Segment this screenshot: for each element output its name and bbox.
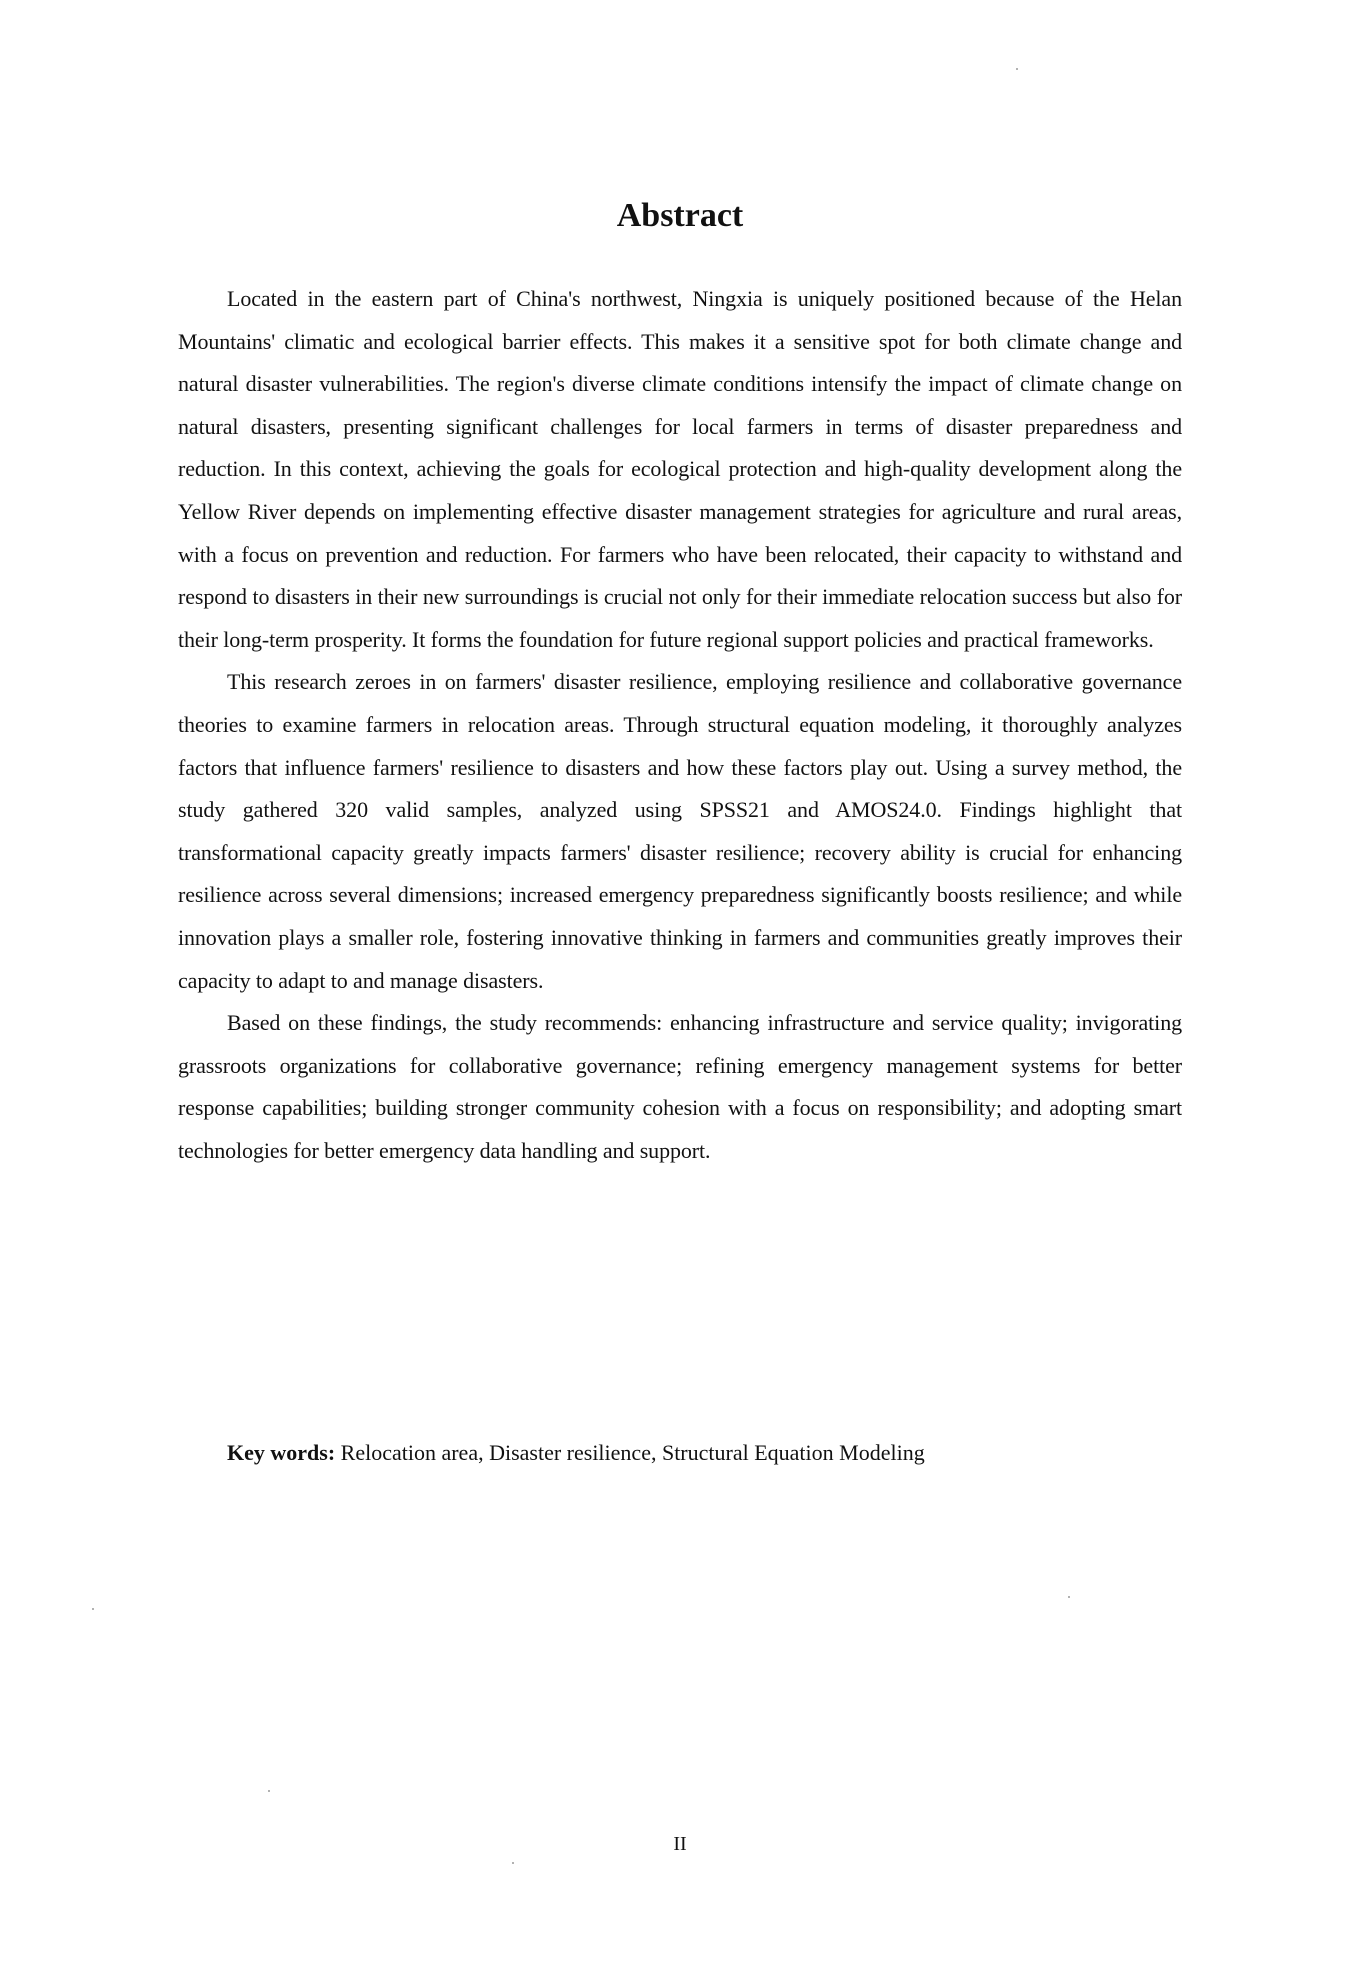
abstract-paragraph-2: This research zeroes in on farmers' disaster resilience, employing resilience and collaborative governance theories to examine farmers in relocation areas. Through structural equation modeling, it thoroughly analyzes factors that influence farmers' resilience to disasters and how these factors play out. Using a survey method, the study gathered 320 valid samples, analyzed using SPSS21 and AMOS24.0. Findings highlight that transformational capacity greatly impacts farmers' disaster resilience; recovery ability is crucial for enhancing resilience across several dimensions; increased emergency preparedness significantly boosts resilience; and while innovation plays a smaller role, fostering innovative thinking in farmers and communities greatly improves their capacity to adapt to and manage disasters. — [178, 669, 1182, 993]
keywords-text: Relocation area, Disaster resilience, Structural Equation Modeling — [335, 1440, 925, 1465]
abstract-paragraph-3: Based on these findings, the study recommends: enhancing infrastructure and service quality; invigorating grassroots organizations for collaborative governance; refining emergency management systems for better response capabilities; building stronger community cohesion with a focus on responsibility; and adopting smart technologies for better emergency data handling and support. — [178, 1010, 1182, 1163]
abstract-heading: Abstract — [616, 197, 744, 234]
page-number: II — [673, 1833, 687, 1855]
scan-speck — [1068, 1596, 1070, 1598]
keywords-label: Key words: — [227, 1440, 336, 1465]
scan-speck — [268, 1790, 270, 1792]
abstract-body — [178, 278, 1182, 1172]
scan-speck — [1016, 68, 1018, 70]
scan-speck — [92, 1608, 94, 1610]
scan-speck — [512, 1862, 514, 1864]
keywords-line — [227, 1432, 1187, 1474]
abstract-paragraph-1: Located in the eastern part of China's northwest, Ningxia is uniquely positioned because of the Helan Mountains' climatic and ecological barrier effects. This makes it a sensitive spot for both climate change and natural disaster vulnerabilities. The region's diverse climate conditions intensify the impact of climate change on natural disasters, presenting significant challenges for local farmers in terms of disaster preparedness and reduction. In this context, achieving the goals for ecological protection and high-quality development along the Yellow River depends on implementing effective disaster management strategies for agriculture and rural areas, with a focus on prevention and reduction. For farmers who have been relocated, their capacity to withstand and respond to disasters in their new surroundings is crucial not only for their immediate relocation success but also for their long-term prosperity. It forms the foundation for future regional support policies and practical frameworks. — [178, 286, 1182, 652]
